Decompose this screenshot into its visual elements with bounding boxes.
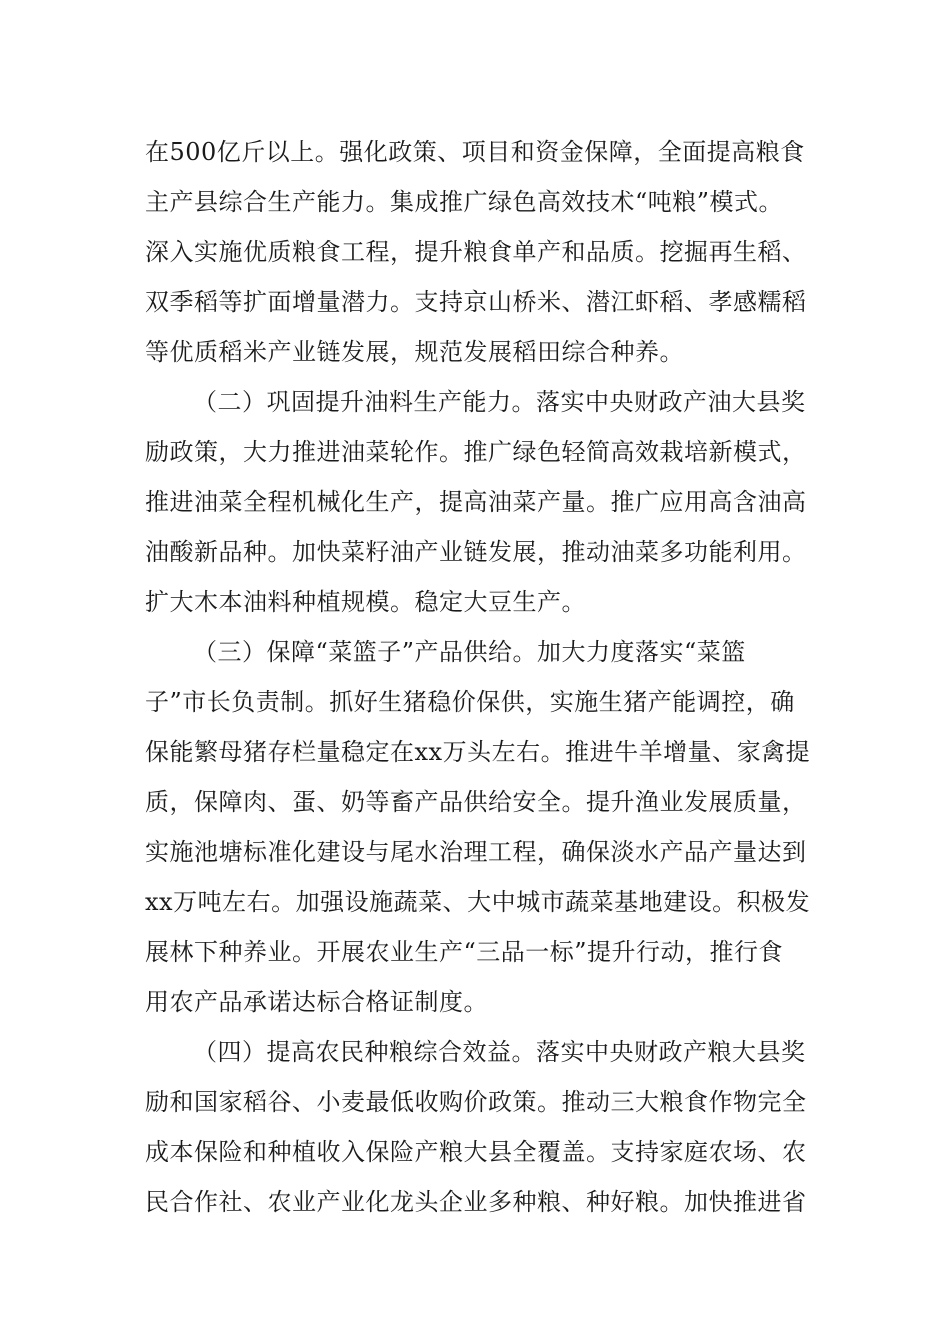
text-line: 等优质稻米产业链发展，规范发展稻田综合种养。 [145, 338, 684, 366]
text-line: 深入实施优质粮食工程，提升粮食单产和品质。挖掘再生稻、 [145, 238, 807, 266]
text-line: 主产县综合生产能力。集成推广绿色高效技术“吨粮”模式。 [145, 188, 784, 216]
section-heading-line: （四）提高农民种粮综合效益。落实中央财政产粮大县奖 [193, 1038, 806, 1066]
text-line: xx万吨左右。加强设施蔬菜、大中城市蔬菜基地建设。积极发 [145, 888, 811, 916]
document-body [145, 127, 811, 1227]
text-line: 子”市长负责制。抓好生猪稳价保供，实施生猪产能调控，确 [145, 688, 795, 716]
text-line: 民合作社、农业产业化龙头企业多种粮、种好粮。加快推进省 [145, 1188, 807, 1216]
text-line: 实施池塘标准化建设与尾水治理工程，确保淡水产品产量达到 [145, 838, 807, 866]
section-heading-line: （三）保障“菜篮子”产品供给。加大力度落实“菜篮 [193, 638, 746, 666]
text-line: 双季稻等扩面增量潜力。支持京山桥米、潜江虾稻、孝感糯稻 [145, 288, 807, 316]
text-line: 用农产品承诺达标合格证制度。 [145, 988, 488, 1016]
text-line: 扩大木本油料种植规模。稳定大豆生产。 [145, 588, 586, 616]
text-line: 质，保障肉、蛋、奶等畜产品供给安全。提升渔业发展质量， [145, 788, 807, 816]
text-line: 在500亿斤以上。强化政策、项目和资金保障，全面提高粮食 [145, 138, 805, 166]
text-line: 励政策，大力推进油菜轮作。推广绿色轻简高效栽培新模式， [145, 438, 807, 466]
section-heading-line: （二）巩固提升油料生产能力。落实中央财政产油大县奖 [193, 388, 806, 416]
text-line: 推进油菜全程机械化生产，提高油菜产量。推广应用高含油高 [145, 488, 807, 516]
text-line: 保能繁母猪存栏量稳定在xx万头左右。推进牛羊增量、家禽提 [145, 738, 811, 766]
text-line: 成本保险和种植收入保险产粮大县全覆盖。支持家庭农场、农 [145, 1138, 807, 1166]
text-line: 展林下种养业。开展农业生产“三品一标”提升行动，推行食 [145, 938, 784, 966]
text-line: 励和国家稻谷、小麦最低收购价政策。推动三大粮食作物完全 [145, 1088, 807, 1116]
text-line: 油酸新品种。加快菜籽油产业链发展，推动油菜多功能利用。 [145, 538, 807, 566]
